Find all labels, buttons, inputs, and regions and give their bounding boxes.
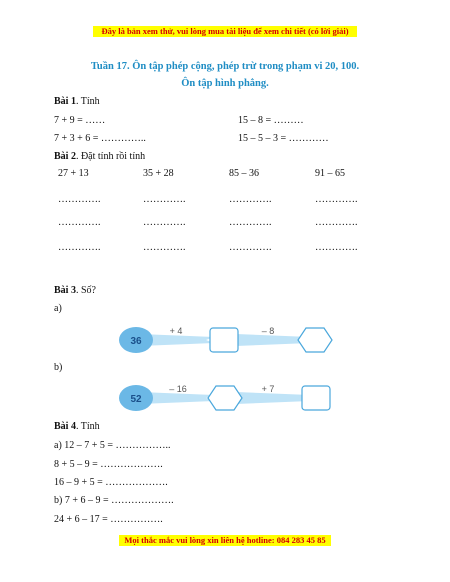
bai2-heading (54, 151, 145, 162)
hotline-footer: Mọi thắc mắc vui lòng xin liên hệ hotline: 084 283 45 85 (119, 535, 331, 546)
bai4-exercise: 24 + 6 – 17 = ……………. (54, 514, 163, 525)
bai1-exercise: 7 + 3 + 6 = ………….. (54, 133, 146, 144)
bai4-exercise: 8 + 5 – 9 = ………………. (54, 459, 163, 470)
bai4-heading (54, 421, 100, 432)
bai3-part-b-label: b) (54, 362, 63, 373)
bai2-dots: …………. (58, 217, 101, 228)
bai2-dots: …………. (315, 242, 358, 253)
bai2-dots: …………. (143, 194, 186, 205)
preview-banner: Đây là bản xem thử, vui lòng mua tài liệu để xem chi tiết (có lời giải) (93, 26, 357, 37)
operation-label: – 16 (169, 384, 187, 394)
bai2-problem: 85 – 36 (229, 168, 259, 179)
bai2-dots: …………. (315, 194, 358, 205)
bai3-instruction: . Số? (75, 285, 96, 296)
operation-label: + 4 (169, 326, 183, 336)
bai4-exercise: a) 12 – 7 + 5 = …………….. (54, 440, 171, 451)
bai2-instruction: . Đặt tính rồi tính (75, 151, 146, 162)
page-title: Tuần 17. Ôn tập phép cộng, phép trừ trong phạm vi 20, 100. (90, 61, 360, 72)
operation-label: + 7 (261, 384, 275, 394)
bai2-label: Bài 2 (54, 151, 76, 162)
bai4-instruction: . Tính (75, 421, 100, 432)
bai1-exercise: 15 – 5 – 3 = ………… (238, 133, 329, 144)
bai1-exercise: 7 + 9 = …… (54, 115, 106, 126)
bai2-dots: …………. (315, 217, 358, 228)
bai1-label: Bài 1 (54, 96, 76, 107)
start-number: 36 (130, 336, 142, 347)
answer-hexagon[interactable] (208, 386, 242, 410)
bai2-dots: …………. (58, 242, 101, 253)
bai1-exercise: 15 – 8 = ……… (238, 115, 304, 126)
answer-box[interactable] (210, 328, 238, 352)
page-subtitle: Ôn tập hình phẳng. (181, 78, 269, 89)
start-number: 52 (130, 394, 142, 405)
number-chain-a (118, 325, 333, 355)
bai2-dots: …………. (229, 242, 272, 253)
operation-label: – 8 (261, 326, 275, 336)
answer-hexagon[interactable] (298, 328, 332, 352)
answer-box[interactable] (302, 386, 330, 410)
bai3-label: Bài 3 (54, 285, 76, 296)
bai2-problem: 27 + 13 (58, 168, 89, 179)
bai3-part-a-label: a) (54, 303, 62, 314)
bai2-dots: …………. (58, 194, 101, 205)
bai4-label: Bài 4 (54, 421, 76, 432)
bai4-exercise: b) 7 + 6 – 9 = ………………. (54, 495, 174, 506)
bai3-heading (54, 285, 96, 296)
bai2-dots: …………. (229, 194, 272, 205)
bai4-exercise: 16 – 9 + 5 = ………………. (54, 477, 168, 488)
bai2-dots: …………. (229, 217, 272, 228)
bai1-heading (54, 96, 100, 107)
number-chain-b (118, 383, 333, 413)
bai2-dots: …………. (143, 217, 186, 228)
bai1-instruction: . Tính (75, 96, 100, 107)
bai2-problem: 91 – 65 (315, 168, 345, 179)
bai2-problem: 35 + 28 (143, 168, 174, 179)
bai2-dots: …………. (143, 242, 186, 253)
